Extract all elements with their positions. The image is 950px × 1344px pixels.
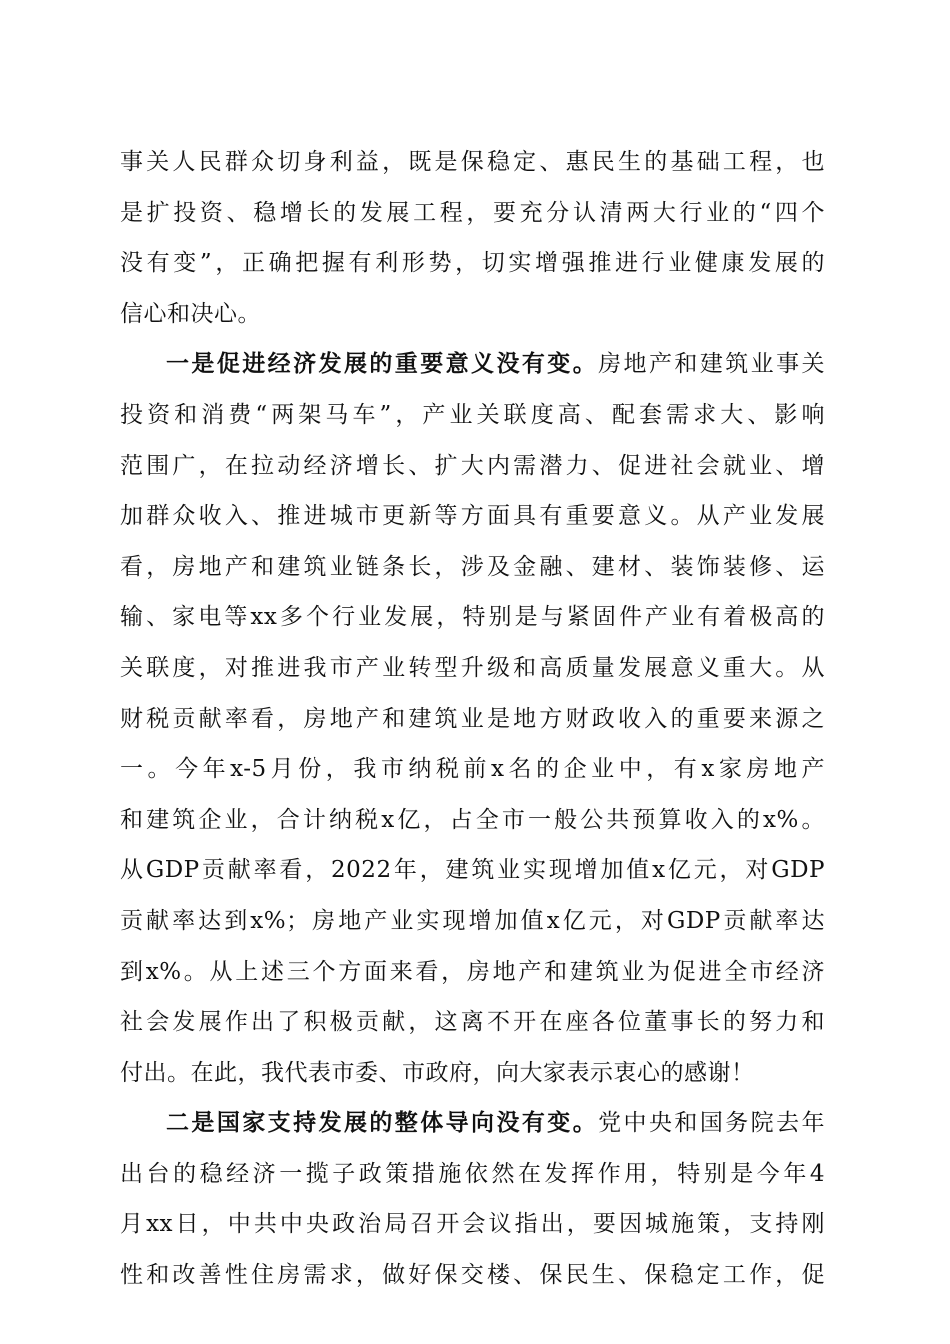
text-line: 从GDP贡献率看，2022年，建筑业实现增加值x亿元，对GDP xyxy=(120,857,825,884)
point-two-heading: 二是国家支持发展的整体导向没有变。 xyxy=(166,1109,599,1137)
text-line: 信心和决心。 xyxy=(120,300,261,327)
text-line: 一。今年x-5月份，我市纳税前x名的企业中，有x家房地产 xyxy=(120,756,825,783)
text-line-first xyxy=(120,1098,825,1149)
text-line: 输、家电等xx多个行业发展，特别是与紧固件产业有着极高的 xyxy=(120,604,825,631)
text-run: 房地产和建筑业事关 xyxy=(598,351,826,378)
text-line-first xyxy=(120,339,825,390)
text-run: 党中央和国务院去年 xyxy=(598,1110,826,1137)
text-line: 事关人民群众切身利益，既是保稳定、惠民生的基础工程，也 xyxy=(120,149,825,175)
paragraph-point-two xyxy=(120,1098,825,1300)
text-line: 看，房地产和建筑业链条长，涉及金融、建材、装饰装修、运 xyxy=(120,553,825,580)
text-line: 关联度，对推进我市产业转型升级和高质量发展意义重大。从 xyxy=(120,654,825,681)
paragraph-intro-continuation xyxy=(120,137,825,339)
text-line: 是扩投资、稳增长的发展工程，要充分认清两大行业的“四个 xyxy=(120,199,825,226)
text-line: 社会发展作出了积极贡献，这离不开在座各位董事长的努力和 xyxy=(120,1009,825,1036)
text-line: 没有变”，正确把握有利形势，切实增强推进行业健康发展的 xyxy=(120,250,825,277)
text-line: 月xx日，中共中央政治局召开会议指出，要因城施策，支持刚 xyxy=(120,1211,825,1238)
text-line: 贡献率达到x%；房地产业实现增加值x亿元，对GDP贡献率达 xyxy=(120,907,825,934)
paragraph-point-one xyxy=(120,339,825,1098)
text-line: 出台的稳经济一揽子政策措施依然在发挥作用，特别是今年4 xyxy=(120,1160,825,1187)
point-one-heading: 一是促进经济发展的重要意义没有变。 xyxy=(166,350,599,378)
text-line: 范围广，在拉动经济增长、扩大内需潜力、促进社会就业、增 xyxy=(120,452,825,479)
document-body xyxy=(120,137,825,1301)
text-line: 投资和消费“两架马车”，产业关联度高、配套需求大、影响 xyxy=(120,401,825,428)
text-line: 付出。在此，我代表市委、市政府，向大家表示衷心的感谢！ xyxy=(120,1059,755,1086)
text-line: 和建筑企业，合计纳税x亿，占全市一般公共预算收入的x%。 xyxy=(120,806,825,833)
text-line: 财税贡献率看，房地产和建筑业是地方财政收入的重要来源之 xyxy=(120,705,825,732)
text-line: 加群众收入、推进城市更新等方面具有重要意义。从产业发展 xyxy=(120,503,825,530)
text-line: 性和改善性住房需求，做好保交楼、保民生、保稳定工作，促 xyxy=(120,1262,825,1289)
text-line: 到x%。从上述三个方面来看，房地产和建筑业为促进全市经济 xyxy=(120,958,825,985)
